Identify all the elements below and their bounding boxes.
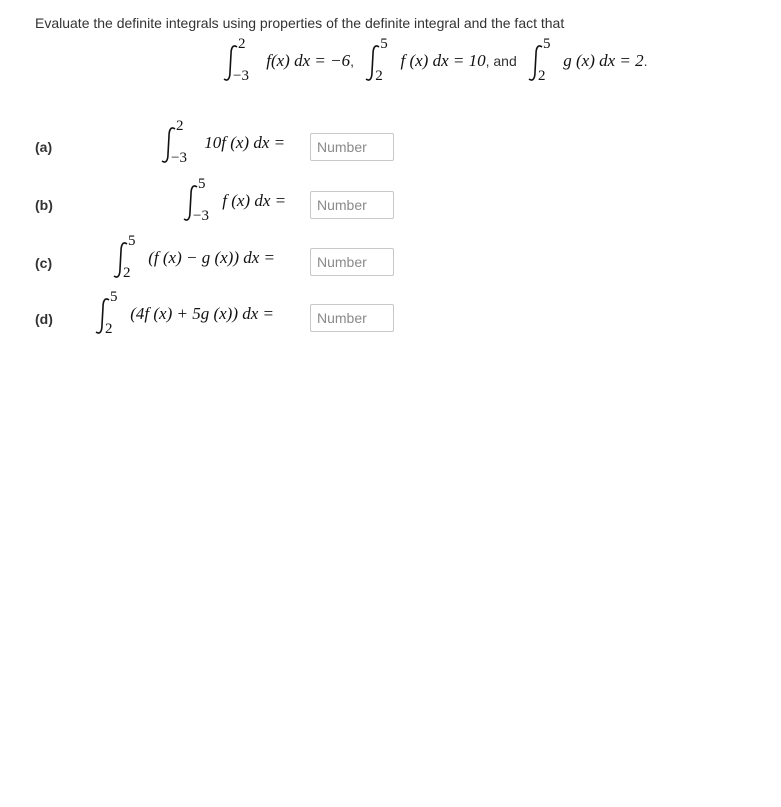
lower-limit: −3 (171, 150, 187, 166)
part-a-integrand: 10f (x) dx = (204, 132, 286, 152)
part-c-integral (112, 233, 276, 281)
integral-sign (364, 36, 392, 84)
lower-limit: −3 (193, 208, 209, 224)
lower-limit: 2 (105, 321, 113, 337)
integral-sign (112, 233, 140, 281)
lower-limit: −3 (233, 68, 249, 84)
part-d-integrand: (4f (x) + 5g (x)) dx = (130, 303, 275, 323)
upper-limit: 5 (110, 289, 118, 305)
lower-limit: 2 (375, 68, 383, 84)
upper-limit: 5 (380, 36, 388, 52)
part-b-integral (182, 176, 287, 224)
part-c-label: (c) (35, 255, 53, 271)
integral-sign (527, 36, 555, 84)
part-b-label: (b) (35, 197, 53, 213)
separator: , and (485, 52, 517, 69)
upper-limit: 5 (542, 36, 551, 52)
separator: , (350, 52, 354, 69)
part-b-answer-input[interactable] (310, 191, 394, 219)
integral-sign (182, 176, 210, 224)
given-integrand: f(x) dx = −6 (266, 50, 351, 70)
part-a-integral (160, 118, 286, 166)
part-d-integral (94, 289, 275, 337)
upper-limit: 5 (198, 176, 206, 192)
given-integrand: f (x) dx = 10 (400, 50, 486, 70)
given-integrand: g (x) dx = 2 (563, 50, 644, 70)
problem-prompt: Evaluate the definite integrals using properties of the definite integral and the fact that (35, 15, 565, 31)
part-a-label: (a) (35, 139, 53, 155)
upper-limit: 5 (128, 233, 136, 249)
lower-limit: 2 (537, 68, 546, 84)
upper-limit: 2 (176, 118, 184, 134)
separator: . (643, 52, 648, 69)
integral-sign (160, 118, 188, 166)
integral-sign (94, 289, 122, 337)
part-c-integrand: (f (x) − g (x)) dx = (148, 247, 276, 267)
upper-limit: 2 (238, 36, 246, 52)
part-c-answer-input[interactable] (310, 248, 394, 276)
given-facts (222, 36, 648, 84)
part-d-answer-input[interactable] (310, 304, 394, 332)
part-a-answer-input[interactable] (310, 133, 394, 161)
lower-limit: 2 (123, 265, 131, 281)
integral-sign (222, 36, 250, 84)
part-b-integrand: f (x) dx = (222, 190, 287, 210)
part-d-label: (d) (35, 311, 53, 327)
